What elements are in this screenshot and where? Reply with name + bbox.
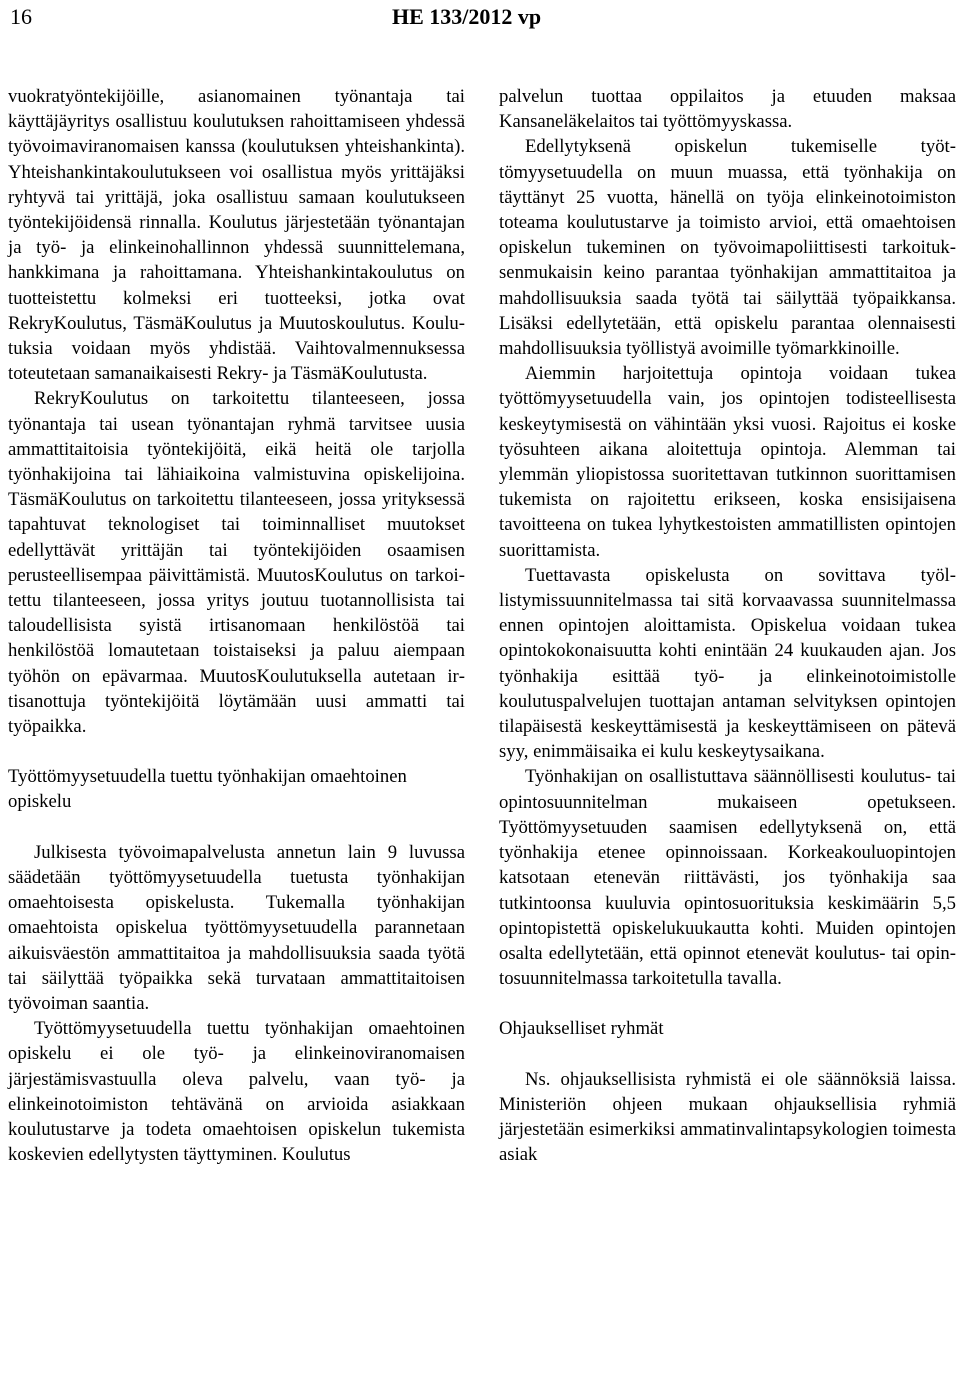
right-column [499, 84, 956, 1167]
page-header [0, 0, 960, 40]
document-id: HE 133/2012 vp [392, 4, 542, 29]
paragraph: Aiemmin harjoitettuja opintoja voidaan tukea työttömyysetuudella vain, jos opintojen todisteellisesta keskeytymisestä on vähintään yksi vuosi. Rajoitus ei koske työsuhteen aikana aloitettuja opintoja. Alemman tai ylemmän yliopistossa suoritettavan tutkinnon suorittamisen tukemista on rajoitettu erikseen, koska ensisijaisena tavoitteena on tukea lyhytkestoisten ammatillisten opintojen suorittamista. [499, 363, 956, 561]
paragraph: palvelun tuottaa oppilaitos ja etuuden maksaa Kansaneläkelaitos tai työttömyyskassa. [499, 86, 956, 133]
paragraph: Julkisesta työvoimapalvelusta annetun lain 9 luvussa säädetään työttömyysetuudella tuetusta työnhakijan omaehtoisesta opiskelusta. Tukemalla työnhakijan omaehtoista opiskelua työttömyysetuudella parannetaan aikuisväestön ammattitaitoa ja mahdollisuuksia saada työtä tai säilyttää työpaikka sekä turvataan ammattitaitoisen työvoiman saantia. [8, 841, 465, 1014]
paragraph: Työttömyysetuudella tuettu työnhakijan omaehtoinen opiskelu ei ole työ- ja elinkeinoviranomaisen järjestämisvastuulla oleva palvelu, vaan työ- ja elinkeinotoimiston tehtävänä on arvioida asiakkaan koulutustarve ja todeta omaehtoisen opiskelun tukemista koskevien edellytysten täyttyminen. Koulutus [8, 1018, 465, 1166]
paragraph: Edellytyksenä opiskelun tukemiselle työttömyysetuudella on muun muassa, että työnhakija on täyttänyt 25 vuotta, hänellä on työja elinkeinotoimiston toteama koulutustarve ja toimisto arvioi, että omaehtoisen opiskelun tukeminen on työvoimapoliittisesti tarkoituksenmukaisin keino parantaa työnhakijan ammattitaitoa ja mahdollisuuksia saada työtä tai säilyttää työpaikkansa. Lisäksi edellytetään, että opiskelu parantaa olennaisesti mahdollisuuksia työllistyä avoimille työmarkkinoille. [499, 136, 956, 360]
section-heading: Työttömyysetuudella tuettu työnhakijan omaehtoinen opiskelu [8, 766, 407, 813]
paragraph: Ns. ohjauksellisista ryhmistä ei ole säännöksiä laissa. Ministeriön ohjeen mukaan ohjauksellisia ryhmiä järjestetään esimerkiksi ammatinvalintapsykologien toimesta asiak [499, 1068, 956, 1166]
paragraph: vuokratyöntekijöille, asianomainen työnantaja tai käyttäjäyritys osallistuu koulutuksen rahoittamiseen yhdessä työvoimaviranomaisen kanssa (koulutuksen yhteishankinta). Yhteishankintakoulutukseen voi osallistua myös yrittäjäksi ryhtyvä tai yrittäjä, joka osallistuu samaan koulutukseen työntekijöidensä rinnalla. Koulutus järjestetään työnantajan ja työ- ja elinkeinohallinnon yhdessä suunnittelemana, hankkimana ja rahoittamana. Yhteishankintakoulutus on tuotteistettu kolmeksi eri tuotteeksi, jotka ovat RekryKoulutus, TäsmäKoulutus ja Muutoskoulutus. Koulutuksia voidaan myös yhdistää. Vaihtovalmennuksessa toteutetaan samanaikaisesti Rekry- ja TäsmäKoulutusta. [8, 86, 465, 385]
page-number: 16 [10, 4, 32, 29]
left-column [8, 84, 465, 1167]
section-heading: Ohjaukselliset ryhmät [499, 1018, 664, 1040]
paragraph: Työnhakijan on osallistuttava säännöllisesti koulutus- tai opintosuunnitelman mukaiseen opetukseen. Työttömyysetuuden saamisen edellytyksenä on, että työnhakija etenee opinnoissaan. Korkeakouluopintojen katsotaan etenevän riittävästi, jos työnhakija saa tutkintoonsa kuuluvia opintosuorituksia keskimäärin 5,5 opintopistettä opiskelukuukautta kohti. Muiden opintojen osalta edellytetään, että opinnot etenevät koulutus- tai opintosuunnitelmassa tarkoitetulla tavalla. [499, 766, 956, 990]
paragraph: RekryKoulutus on tarkoitettu tilanteeseen, jossa työnantaja tai usean työnantajan ryhmä tarvitsee uusia ammattitaitoisia työntekijöitä, eikä heitä ole tarjolla työnhakijoina tai lähiaikoina valmistuvina opiskelijoina. TäsmäKoulutus on tarkoitettu tilanteeseen, jossa yrityksessä tapahtuvat teknologiset tai toiminnalliset muutokset edellyttävät yrittäjän tai työntekijöiden osaamisen perusteellisempaa päivittämistä. MuutosKoulutus on tarkoitettu tilanteeseen, jossa yritys joutuu tuotannollisista tai taloudellisista syistä irtisanomaan henkilöstöä tai henkilöstöä lomautetaan toistaiseksi ja paluu aiempaan työhön on epävarmaa. MuutosKoulutuksella autetaan irtisanottuja työntekijöitä löytämään uusi ammatti tai työpaikka. [8, 388, 465, 738]
paragraph: Tuettavasta opiskelusta on sovittava työllistymissuunnitelmassa tai sitä korvaavassa suunnitelmassa ennen opintojen aloittamista. Opiskelua voidaan tukea opintokokonaisuutta kohti enintään 24 kuukauden ajan. Jos työnhakija esittää työ- ja elinkeinotoimistolle koulutuspalvelujen tuottajan antaman selvityksen opintojen tilapäisestä keskeyttämisestä ja keskeyttämiseen on pätevä syy, enimmäisaika ei kulu keskeytysaikana. [499, 564, 956, 763]
